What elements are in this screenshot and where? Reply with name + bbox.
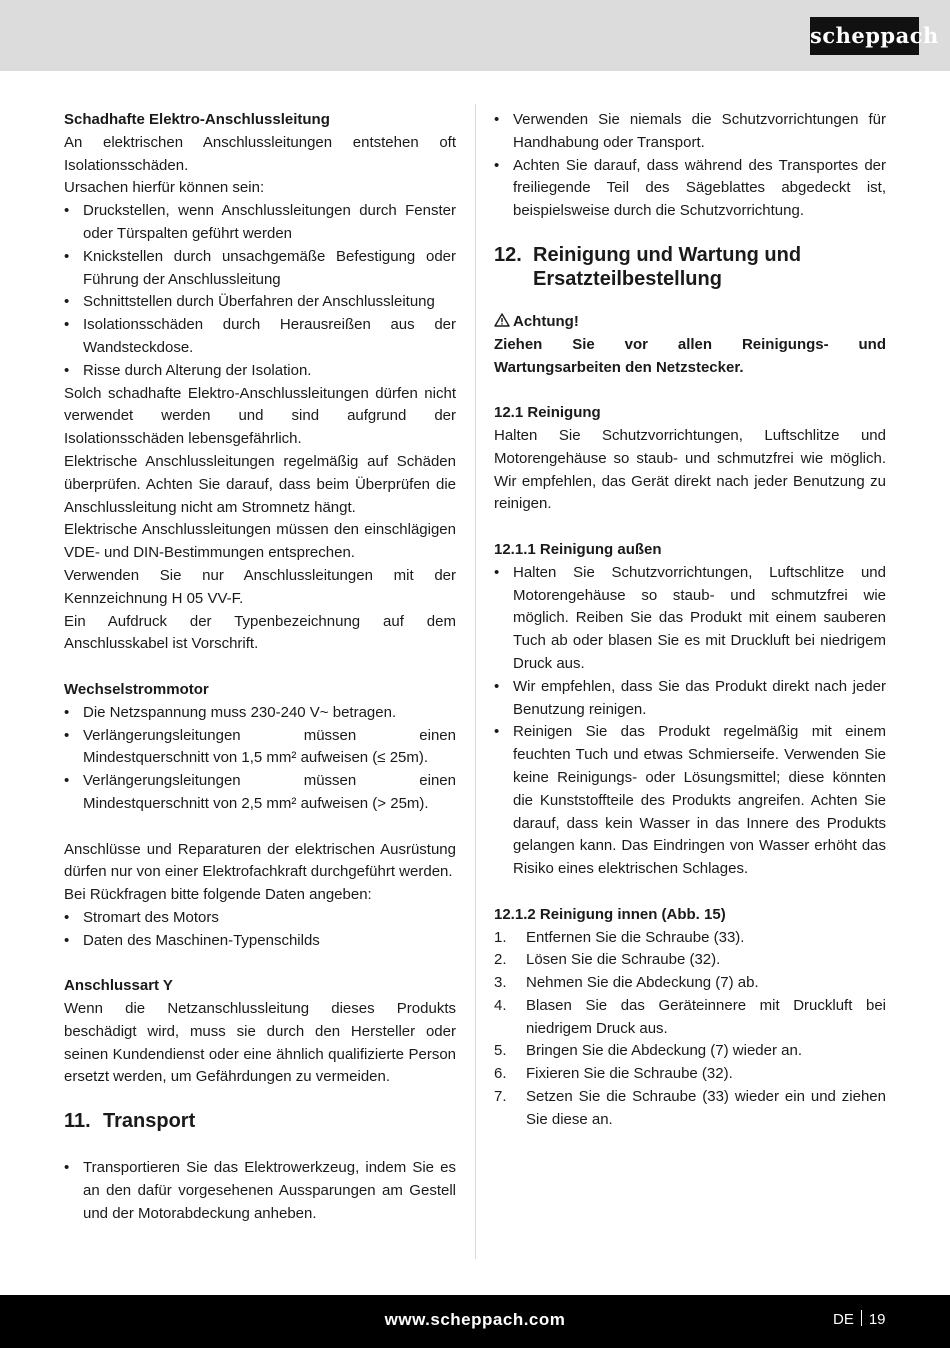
chapter-heading <box>64 1109 456 1133</box>
footer-bar <box>0 1295 950 1348</box>
bullet-list <box>494 109 886 223</box>
chapter-title: Transport <box>103 1110 196 1133</box>
section-title: Anschlussart Y <box>64 977 173 995</box>
step-text: Setzen Sie die Schraube (33) wieder ein und ziehen Sie diese an. <box>526 1088 886 1128</box>
paragraph: An elektrischen Anschlussleitungen entstehen oft Isolationsschäden. <box>64 133 456 174</box>
list-item: • Reinigen Sie das Produkt regelmäßig mit einem feuchten Tuch und etwas Schmierseife. Verwenden Sie keine Reinigungs- oder Lösungsmittel; diese könnten die Kunststoffteile des Produkts angreifen. Achten Sie darauf, dass kein Wasser in das Innere des Produkts gelangen kann. Das Eindringen von Wasser erhöht das Risiko eines elektrischen Schlages. <box>494 721 886 881</box>
list-item: • Isolationsschäden durch Herausreißen aus der Wandsteckdose. <box>64 314 456 360</box>
section-title: 12.1 Reinigung <box>494 404 601 422</box>
step-text: Lösen Sie die Schraube (32). <box>526 951 721 969</box>
brand-logo: scheppach <box>810 17 919 55</box>
bullet-list <box>64 702 456 816</box>
section-title: Schadhafte Elektro-Anschlussleitung <box>64 111 330 128</box>
list-item <box>494 1086 886 1132</box>
list-item: • Die Netzspannung muss 230-240 V~ betragen. <box>64 702 456 725</box>
paragraph: Elektrische Anschlussleitungen regelmäßig auf Schäden überprüfen. Achten Sie darauf, dass beim Überprüfen die Anschlussleitung nicht am Stromnetz hängt. <box>64 452 456 516</box>
chapter-heading <box>494 243 886 291</box>
bullet-list <box>64 907 456 953</box>
list-item <box>494 995 886 1041</box>
step-text: Bringen Sie die Abdeckung (7) wieder an. <box>526 1042 803 1060</box>
list-item: • Achten Sie darauf, dass während des Transportes der freiliegende Teil des Sägeblattes abgedeckt ist, beispielsweise durch die Schutzvorrichtung. <box>494 155 886 223</box>
list-item: • Risse durch Alterung der Isolation. <box>64 360 456 383</box>
bullet-list <box>64 1157 456 1225</box>
list-item: • Halten Sie Schutzvorrichtungen, Luftschlitze und Motorengehäuse so staub- und schmutzfrei wie möglich. Reiben Sie das Produkt mit einem sauberen Tuch ab oder blasen Sie es mit Druckluft bei niedrigem Druck aus. <box>494 562 886 676</box>
bullet-list <box>494 562 886 881</box>
list-item <box>494 949 886 972</box>
list-item: • Wir empfehlen, dass Sie das Produkt direkt nach jeder Benutzung reinigen. <box>494 676 886 722</box>
page-number: 19 <box>868 1311 886 1328</box>
warning-label-line <box>494 311 886 334</box>
list-item: • Verlängerungsleitungen müssen einen Mindestquerschnitt von 2,5 mm² aufweisen (> 25m). <box>64 770 456 816</box>
list-item <box>494 927 886 950</box>
list-item <box>494 972 886 995</box>
list-item: • Knickstellen durch unsachgemäße Befestigung oder Führung der Anschlussleitung <box>64 246 456 292</box>
step-text: Blasen Sie das Geräteinnere mit Druckluft bei niedrigem Druck aus. <box>526 996 886 1037</box>
warning-label: Achtung! <box>513 312 579 330</box>
list-item: • Verlängerungsleitungen müssen einen Mindestquerschnitt von 1,5 mm² aufweisen (≤ 25m). <box>64 725 456 771</box>
page-info <box>833 1308 886 1332</box>
numbered-list <box>494 927 886 1132</box>
list-item: • Druckstellen, wenn Anschlussleitungen durch Fenster oder Türspalten geführt werden <box>64 200 456 246</box>
step-number: 7. <box>494 1088 507 1106</box>
step-number: 5. <box>494 1042 507 1060</box>
step-number: 3. <box>494 974 507 992</box>
warning-text: Ziehen Sie vor allen Reinigungs- und Wartungsarbeiten den Netzstecker. <box>494 335 886 376</box>
bullet-list <box>64 200 456 382</box>
paragraph: Ein Aufdruck der Typenbezeichnung auf dem Anschlusskabel ist Vorschrift. <box>64 612 456 653</box>
paragraph: Solch schadhafte Elektro-Anschlussleitungen dürfen nicht verwendet werden und sind aufgrund der Isolationsschäden lebensgefährlich. <box>64 384 456 448</box>
paragraph: Elektrische Anschlussleitungen müssen den einschlägigen VDE- und DIN-Bestimmungen entsprechen. <box>64 521 456 562</box>
paragraph: Ursachen hierfür können sein: <box>64 179 265 197</box>
paragraph: Bei Rückfragen bitte folgende Daten angeben: <box>64 886 372 904</box>
list-item: • Daten des Maschinen-Typenschilds <box>64 930 456 953</box>
website-link[interactable]: www.scheppach.com <box>384 1310 566 1329</box>
column-divider <box>475 104 476 1259</box>
chapter-title: Reinigung und Wartung und Ersatzteilbestellung <box>533 243 802 290</box>
section-title: Wechselstrommotor <box>64 680 209 698</box>
list-item <box>494 1063 886 1086</box>
chapter-number: 11. <box>64 1110 91 1133</box>
list-item: • Verwenden Sie niemals die Schutzvorrichtungen für Handhabung oder Transport. <box>494 109 886 155</box>
paragraph: Anschlüsse und Reparaturen der elektrischen Ausrüstung dürfen nur von einer Elektrofachkraft durchgeführt werden. <box>64 840 456 881</box>
warning-icon <box>494 313 510 327</box>
step-text: Nehmen Sie die Abdeckung (7) ab. <box>526 974 759 992</box>
section-title: 12.1.1 Reinigung außen <box>494 540 662 558</box>
step-text: Entfernen Sie die Schraube (33). <box>526 928 745 946</box>
paragraph: Verwenden Sie nur Anschlussleitungen mit der Kennzeichnung H 05 VV-F. <box>64 566 456 607</box>
paragraph: Halten Sie Schutzvorrichtungen, Luftschlitze und Motorengehäuse so staub- und schmutzfrei wie möglich. Wir empfehlen, das Gerät direkt nach jeder Benutzung zu reinigen. <box>494 426 886 513</box>
right-column <box>494 109 886 1132</box>
step-number: 6. <box>494 1065 507 1083</box>
step-text: Fixieren Sie die Schraube (32). <box>526 1065 733 1083</box>
left-column <box>64 109 456 1226</box>
list-item <box>494 1040 886 1063</box>
step-number: 4. <box>494 996 507 1014</box>
section-title: 12.1.2 Reinigung innen (Abb. 15) <box>494 905 726 923</box>
step-number: 1. <box>494 928 507 946</box>
chapter-number: 12. <box>494 243 522 266</box>
header-bar <box>0 0 950 71</box>
list-item: • Transportieren Sie das Elektrowerkzeug, indem Sie es an den dafür vorgesehenen Aussparungen am Gestell und der Motorabdeckung anheben. <box>64 1157 456 1225</box>
language-code: DE <box>833 1311 854 1328</box>
list-item: • Schnittstellen durch Überfahren der Anschlussleitung <box>64 291 456 314</box>
step-number: 2. <box>494 951 507 969</box>
paragraph: Wenn die Netzanschlussleitung dieses Produkts beschädigt wird, muss sie durch den Hersteller oder seinen Kundendienst oder eine ähnlich qualifizierte Person ersetzt werden, um Gefährdungen zu vermeiden. <box>64 1000 456 1086</box>
list-item: • Stromart des Motors <box>64 907 456 930</box>
